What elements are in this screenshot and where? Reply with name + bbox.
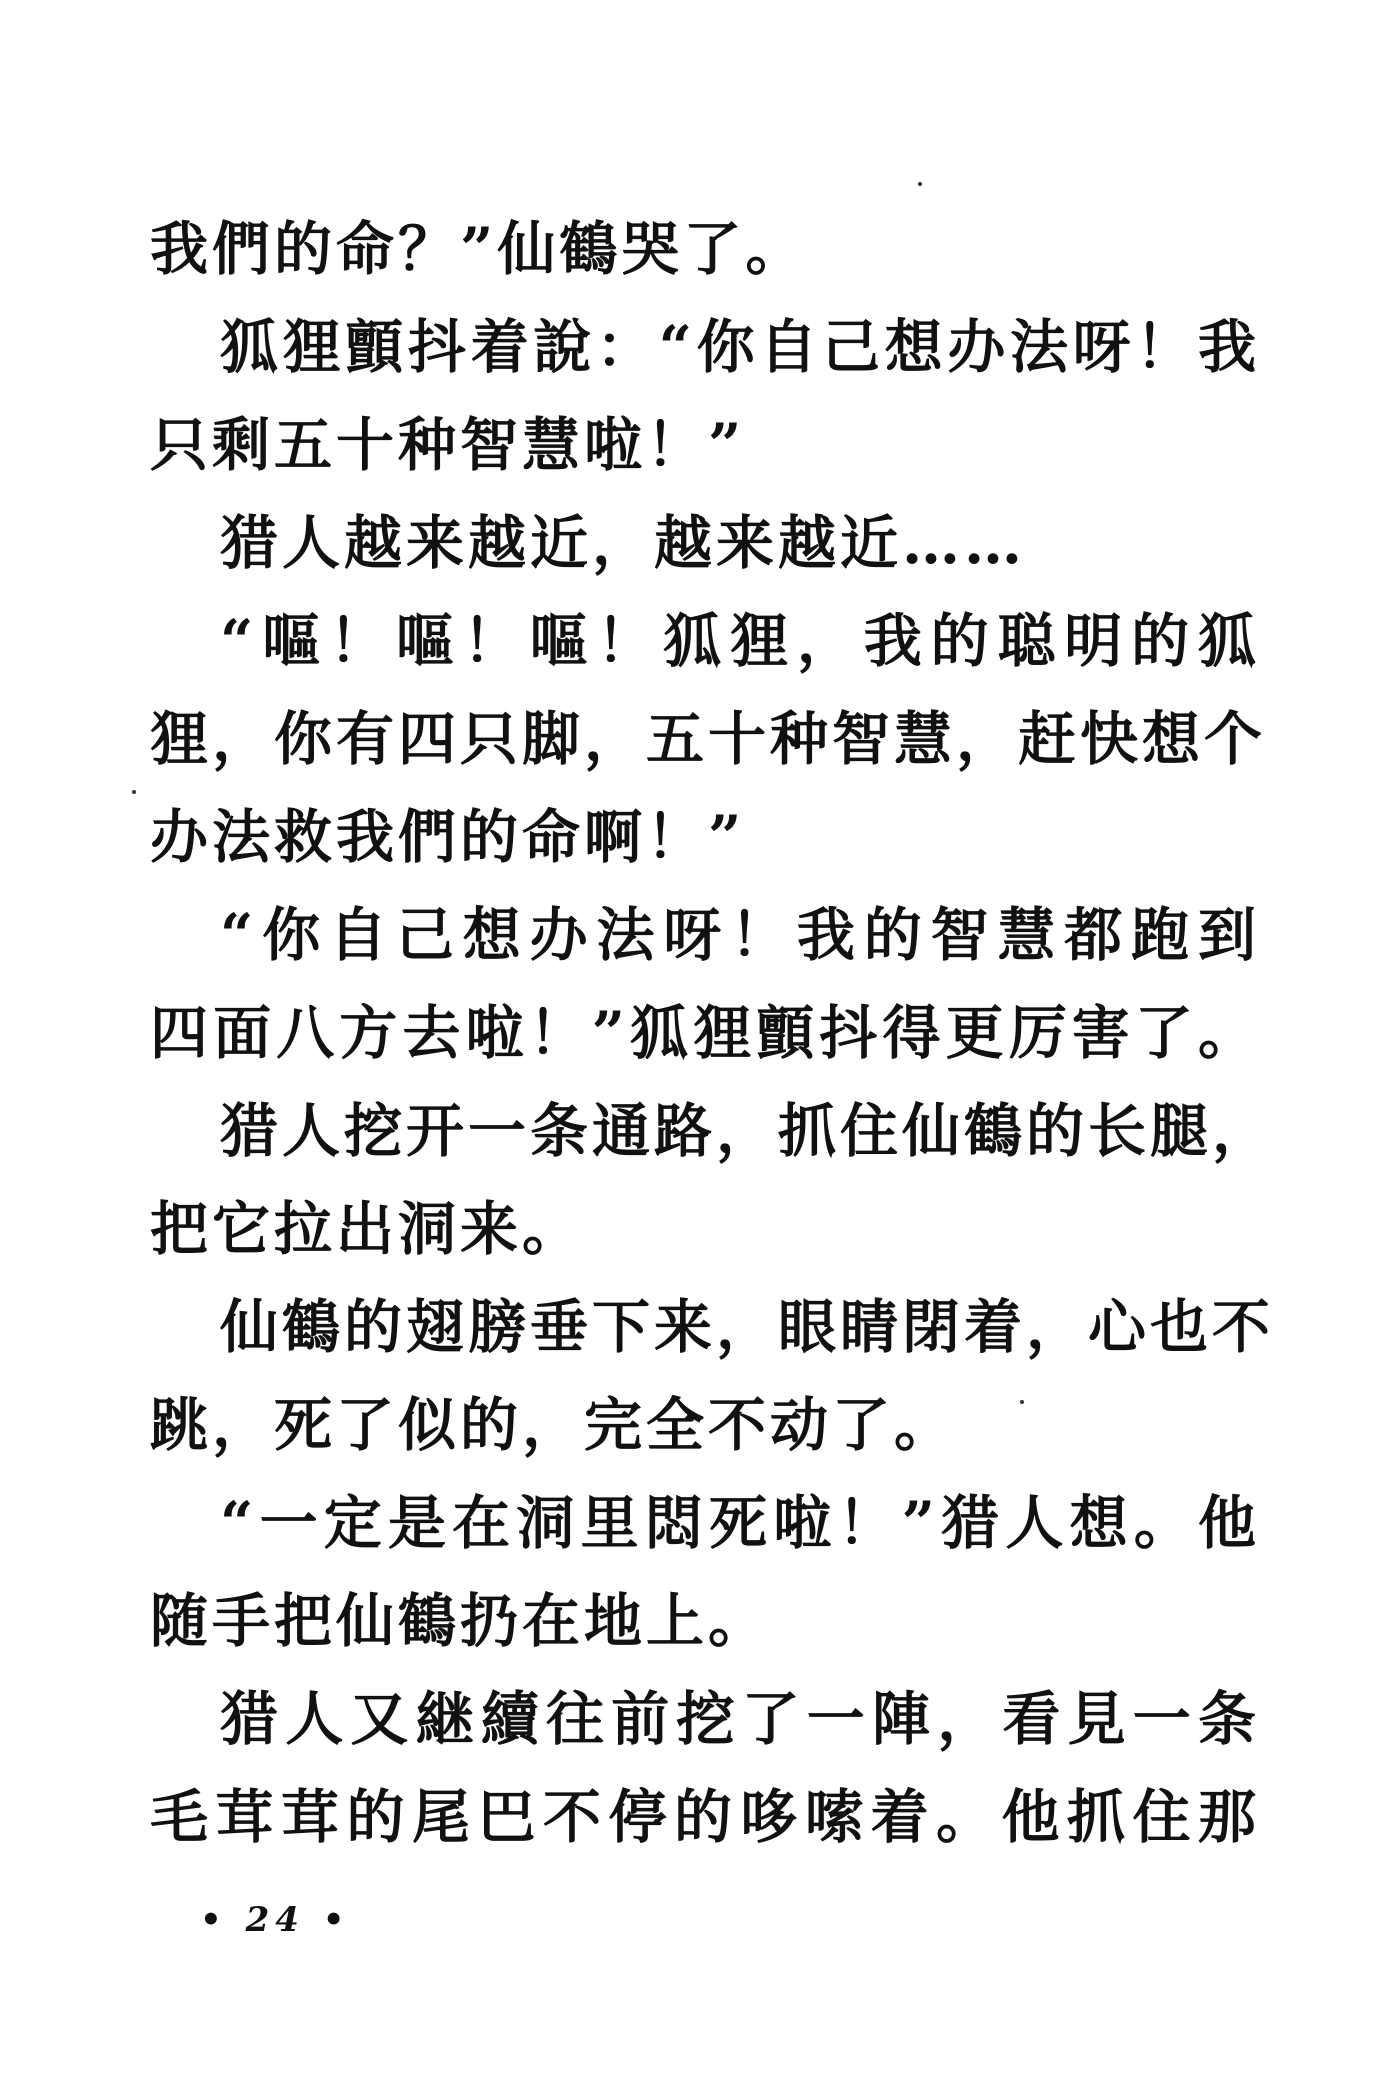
- text-line: 猎人越来越近，越来越近……: [220, 509, 1027, 577]
- text-line: 随手把仙鶴扔在地上。: [150, 1587, 771, 1655]
- text-line: 狸，你有四只脚，五十种智慧，赶快想个: [150, 705, 1267, 773]
- text-line: 仙鶴的翅膀垂下来，眼睛閉着，心也不: [220, 1293, 1275, 1361]
- text-line: 跳，死了似的，完全不动了。: [150, 1391, 957, 1459]
- page-number: • 24 •: [200, 1900, 351, 1940]
- text-line: 猎人又継續往前挖了一陣，看見一条: [220, 1685, 1260, 1753]
- text-line: 办法救我們的命啊！”: [150, 803, 746, 871]
- text-line: 狐狸顫抖着說：“你自己想办法呀！我: [220, 313, 1260, 381]
- body-text: [150, 200, 1275, 1866]
- text-line: 猎人挖开一条通路，抓住仙鶴的长腿，: [220, 1097, 1275, 1165]
- print-speck: [918, 182, 922, 186]
- text-line: 毛茸茸的尾巴不停的哆嗦着。他抓住那: [150, 1783, 1260, 1851]
- text-line: “你自己想办法呀！我的智慧都跑到: [220, 901, 1260, 969]
- text-line: “一定是在洞里悶死啦！”猎人想。他: [220, 1489, 1260, 1557]
- text-line: 只剩五十种智慧啦！”: [150, 411, 746, 479]
- print-speck: [1020, 1400, 1024, 1404]
- text-line: 我們的命？”仙鶴哭了。: [150, 215, 808, 283]
- text-line: “嘔！嘔！嘔！狐狸，我的聪明的狐: [220, 607, 1260, 675]
- text-line: 四面八方去啦！”狐狸顫抖得更厉害了。: [150, 999, 1260, 1067]
- text-line: 把它拉出洞来。: [150, 1195, 585, 1263]
- print-speck: [132, 790, 136, 794]
